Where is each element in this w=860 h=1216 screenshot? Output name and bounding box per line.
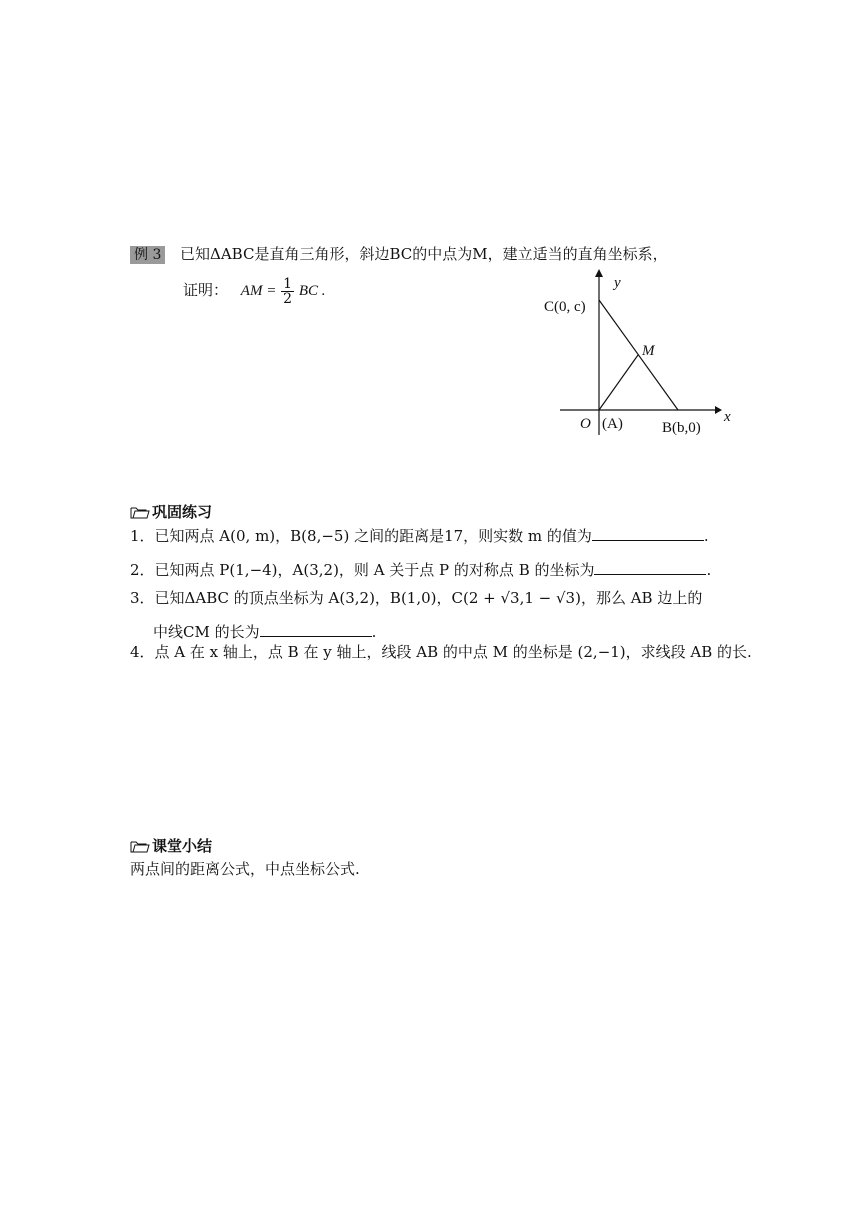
proof-rhs: BC . xyxy=(298,283,326,299)
answer-blank-2[interactable] xyxy=(594,560,706,575)
question-1-text: 1．已知两点 A(0, m)，B(8,−5) 之间的距离是17，则实数 m 的值为 xyxy=(130,527,592,545)
label-O: O xyxy=(580,416,591,432)
label-y: y xyxy=(614,275,621,291)
question-2-text: 2．已知两点 P(1,−4)，A(3,2)，则 A 关于点 P 的对称点 B 的坐标为 xyxy=(130,561,595,579)
fraction-denominator: 2 xyxy=(283,290,293,307)
label-C: C(0, c) xyxy=(544,299,586,315)
proof-label: 证明： xyxy=(183,281,229,299)
question-1-end: . xyxy=(703,527,709,545)
example-3-statement: 已知ΔABC是直角三角形，斜边BC的中点为M，建立适当的直角坐标系， xyxy=(180,245,668,263)
question-3-text: 中线CM 的长为 xyxy=(153,623,260,641)
example-3-block xyxy=(130,244,165,264)
fraction-one-half xyxy=(281,277,294,306)
x-axis-arrow xyxy=(715,406,722,414)
label-M: M xyxy=(642,343,655,359)
answer-blank-1[interactable] xyxy=(592,526,704,541)
segment-AM xyxy=(599,355,638,410)
practice-title-row xyxy=(130,502,212,522)
label-B: B(b,0) xyxy=(662,420,701,436)
folder-icon xyxy=(130,505,150,519)
question-2-end: . xyxy=(706,561,712,579)
coordinate-figure xyxy=(530,265,750,445)
question-4: 4．点 A 在 x 轴上，点 B 在 y 轴上，线段 AB 的中点 M 的坐标是 (2,−1)，求线段 AB 的长. xyxy=(130,643,752,661)
example-tag: 例 3 xyxy=(130,246,165,264)
label-A: (A) xyxy=(602,416,623,432)
fraction-numerator: 1 xyxy=(283,275,293,292)
answer-blank-3[interactable] xyxy=(260,622,372,637)
proof-lhs: AM = xyxy=(240,283,277,299)
question-2 xyxy=(130,560,711,580)
y-axis-arrow xyxy=(595,269,603,277)
summary-title-row xyxy=(130,836,212,856)
practice-title: 巩固练习 xyxy=(152,503,213,521)
label-x: x xyxy=(724,409,731,425)
question-3-line-2 xyxy=(153,622,376,642)
question-3-end: . xyxy=(371,623,377,641)
folder-icon xyxy=(130,839,150,853)
summary-title: 课堂小结 xyxy=(152,837,213,855)
summary-text: 两点间的距离公式，中点坐标公式. xyxy=(130,860,360,878)
proof-line xyxy=(183,272,325,309)
question-1 xyxy=(130,526,709,546)
question-3-line-1: 3．已知ΔABC 的顶点坐标为 A(3,2)，B(1,0)，C(2 + √3,1 − √3)，那么 AB 边上的 xyxy=(130,589,703,607)
